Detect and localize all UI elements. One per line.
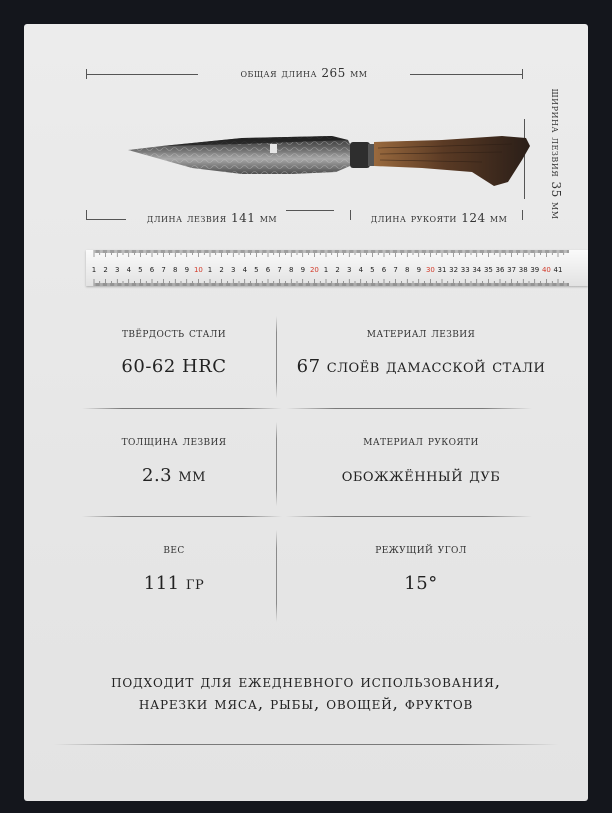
ruler-label: 7	[393, 266, 398, 274]
spec-value-thickness: 2.3 мм	[142, 465, 206, 486]
ruler-label: 8	[404, 266, 410, 274]
ruler-label: 8	[288, 266, 294, 274]
total-length-line-left	[86, 74, 198, 75]
divider-row-1-right	[286, 408, 532, 409]
spec-label-blade-material: материал лезвия	[366, 326, 476, 341]
handle-length-tick-left	[350, 210, 351, 220]
product-card	[24, 24, 588, 801]
divider-col-row-1	[276, 316, 277, 398]
ruler-label: 37	[507, 266, 517, 274]
knife-image	[122, 116, 534, 206]
total-length-line-right	[410, 74, 522, 75]
ruler-label: 3	[114, 266, 120, 274]
spec-label-handle-material: материал рукояти	[363, 434, 479, 449]
total-length-tick-right	[522, 69, 523, 79]
ruler-label: 5	[138, 266, 143, 274]
ruler-label: 38	[518, 266, 528, 274]
ruler-label: 39	[530, 266, 540, 274]
ruler-label: 9	[416, 266, 422, 274]
spec-label-hardness: твёрдость стали	[121, 326, 227, 341]
spec-label-weight: вес	[163, 542, 185, 557]
ruler-label: 4	[242, 266, 248, 274]
ruler-label: 6	[381, 266, 387, 274]
divider-col-row-2	[276, 422, 277, 506]
spec-label-angle: режущий угол	[375, 542, 467, 557]
ruler-label: 40	[541, 266, 551, 274]
divider-row-2-right	[286, 516, 532, 517]
ruler-scale	[86, 250, 588, 286]
ruler-label: 4	[126, 266, 132, 274]
ruler-label: 32	[449, 266, 459, 274]
ruler-label: 3	[230, 266, 236, 274]
ruler-label: 4	[358, 266, 364, 274]
spec-value-angle: 15°	[404, 573, 438, 594]
divider-row-2-left	[82, 516, 282, 517]
total-length-tick-left	[86, 69, 87, 79]
ruler-label: 7	[161, 266, 166, 274]
ruler-label: 2	[103, 266, 108, 274]
ruler-label: 3	[346, 266, 352, 274]
ruler-label: 7	[277, 266, 282, 274]
divider-col-row-3	[276, 530, 277, 622]
handle-length-tick-right	[522, 210, 523, 220]
ruler-label: 1	[207, 266, 213, 274]
ruler-label: 33	[460, 266, 470, 274]
bottom-divider	[54, 744, 558, 745]
ruler-label: 5	[254, 266, 259, 274]
spec-label-thickness: толщина лезвия	[121, 434, 227, 449]
ruler-label: 36	[495, 266, 505, 274]
ruler-label: 5	[370, 266, 375, 274]
description-line-2: нарезки мяса, рыбы, овощей, фруктов	[138, 694, 474, 714]
ruler-label: 1	[323, 266, 329, 274]
blade-length-line-left	[86, 219, 126, 220]
ruler-label: 6	[265, 266, 271, 274]
divider-row-1-left	[82, 408, 282, 409]
ruler-label: 8	[172, 266, 178, 274]
spec-value-weight: 111 гр	[143, 573, 205, 594]
brand-emblem	[270, 144, 277, 153]
ruler-label: 2	[219, 266, 224, 274]
blade-length-line-right	[286, 210, 334, 211]
ruler-label: 1	[91, 266, 97, 274]
ruler-label: 41	[553, 266, 563, 274]
ruler-label: 34	[472, 266, 482, 274]
ruler-label: 10	[193, 266, 203, 274]
description-line-1: подходит для ежедневного использования,	[111, 672, 501, 692]
ruler-label: 35	[483, 266, 493, 274]
ruler-label: 9	[184, 266, 190, 274]
spec-value-blade-material: 67 слоёв дамасской стали	[296, 356, 546, 377]
ruler	[86, 250, 588, 286]
bolster	[350, 142, 370, 168]
handle-length-label: длина рукояти 124 мм	[370, 211, 508, 225]
ruler-label: 31	[437, 266, 447, 274]
spec-value-handle-material: обожжённый дуб	[341, 465, 501, 486]
ruler-label: 6	[149, 266, 155, 274]
ruler-label: 30	[425, 266, 435, 274]
ruler-label: 9	[300, 266, 306, 274]
handle-shape	[374, 136, 530, 186]
blade-width-label: ширина лезвия 35 мм	[549, 88, 563, 220]
ruler-label: 20	[309, 266, 319, 274]
total-length-label: общая длина 265 мм	[240, 66, 368, 80]
blade-length-label: длина лезвия 141 мм	[146, 211, 278, 225]
spec-value-hardness: 60-62 HRC	[121, 356, 227, 377]
ruler-label: 2	[335, 266, 340, 274]
